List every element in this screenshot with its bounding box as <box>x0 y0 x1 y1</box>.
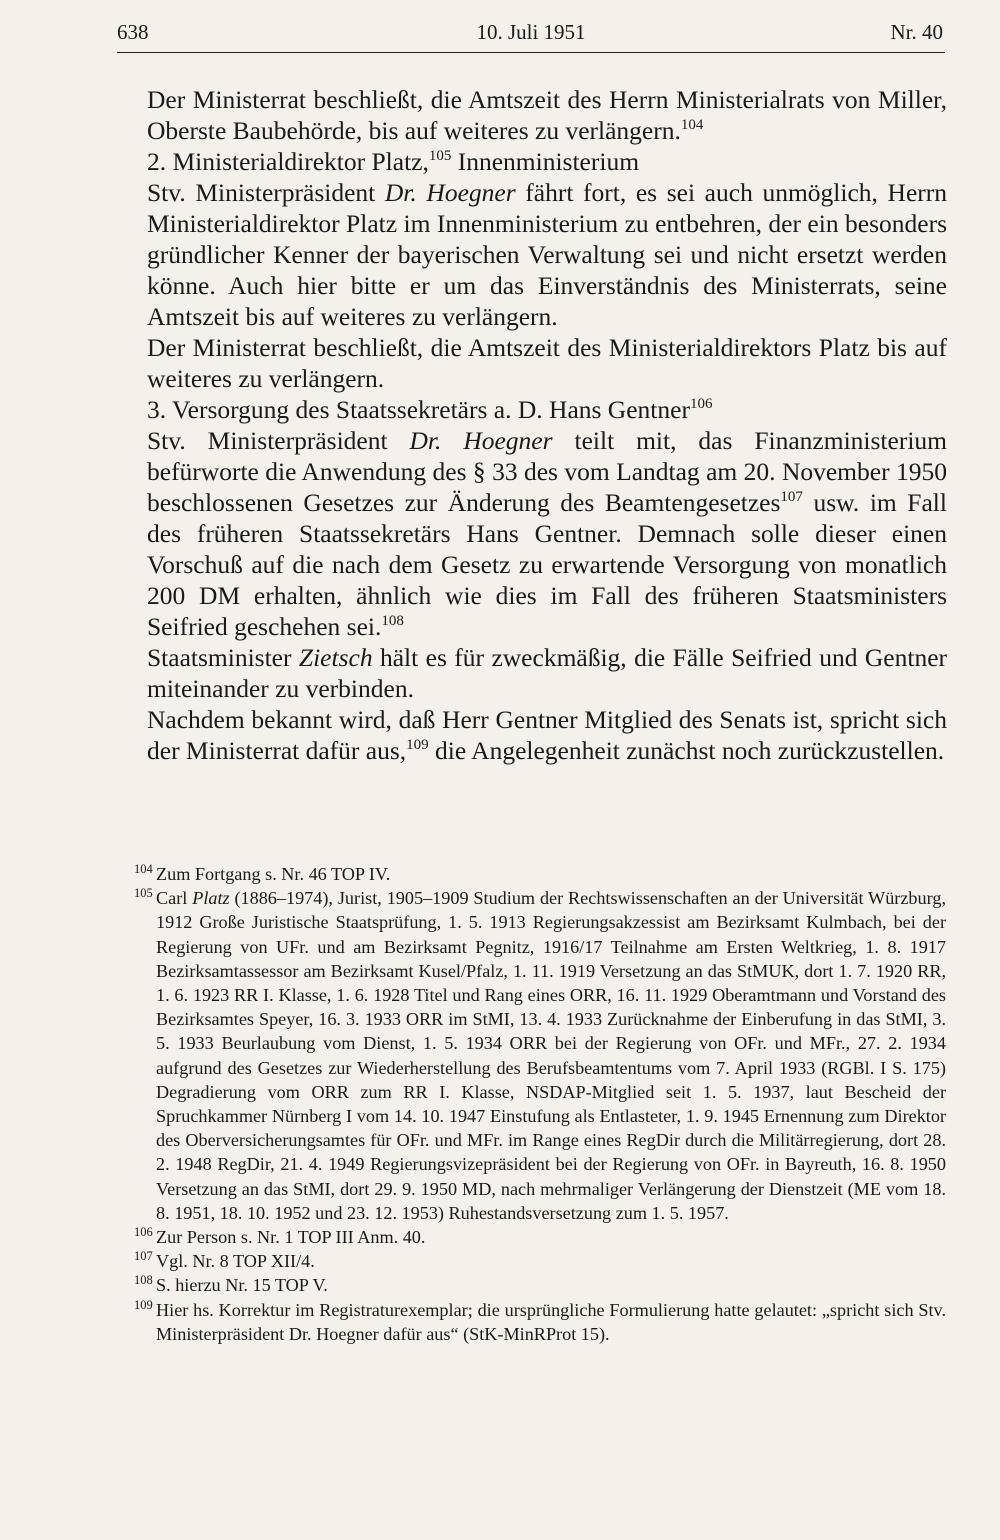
paragraph: Der Ministerrat beschließt, die Amtszeit des Ministerialdirektors Platz bis auf weiteres zu verlängern. <box>147 333 947 393</box>
paragraph: Stv. Ministerpräsident Dr. Hoegner fährt fort, es sei auch unmöglich, Herrn Ministerialdirektor Platz im Innenministerium zu entbehren, der ein besonders gründlicher Kenner der bayerischen Verwaltung sei und nicht ersetzt werden könne. Auch hier bitte er um das Einverständnis des Ministerrats, seine Amtszeit bis auf weiteres zu verlängern. <box>147 178 947 331</box>
speaker-name: Dr. Hoegner <box>384 178 516 207</box>
person-name: Platz <box>192 888 230 909</box>
footnote-ref[interactable]: 109 <box>406 737 429 753</box>
running-header <box>117 18 945 53</box>
footnotes <box>134 862 946 1346</box>
footnote: 109 Hier hs. Korrektur im Registraturexemplar; die ursprüngliche Formulierung hatte gelautet: „spricht sich Stv. Ministerpräsident Dr. Hoegner dafür aus“ (StK-MinRProt 15). <box>134 1298 946 1346</box>
paragraph: Der Ministerrat beschließt, die Amtszeit des Herrn Ministerialrats von Miller, Oberste Baubehörde, bis auf weiteres zu verlängern.$^{104}$ <box>147 85 947 145</box>
footnote-ref[interactable]: 106 <box>689 396 713 412</box>
speaker-name: Zietsch <box>298 643 373 672</box>
footnote-number: 106 <box>134 1225 153 1240</box>
page-number: 638 <box>117 20 149 44</box>
footnote-ref[interactable]: 108 <box>381 613 404 629</box>
footnote: 106 Zur Person s. Nr. 1 TOP III Anm. 40. <box>134 1225 946 1249</box>
paragraph: Nachdem bekannt wird, daß Herr Gentner Mitglied des Senats ist, spricht sich der Ministerrat dafür aus,$^{109}$ die Angelegenheit zunächst noch zurückzustellen. <box>147 705 947 765</box>
paragraph: Staatsminister Zietsch hält es für zweckmäßig, die Fälle Seifried und Gentner miteinander zu verbinden. <box>147 643 948 703</box>
speaker-name: Dr. Hoegner <box>409 426 553 455</box>
footnote-ref[interactable]: 107 <box>780 489 803 505</box>
footnote-number: 109 <box>134 1297 153 1312</box>
footnote: 105 Carl Platz (1886–1974), Jurist, 1905–1909 Studium der Rechtswissenschaften an der Universität Würzburg, 1912 Große Juristische Staatsprüfung, 1. 5. 1913 Regierungsakzessist am Bezirksamt Kulmbach, bei der Regierung von UFr. und am Bezirksamt Pegnitz, 1916/17 Teilnahme am Ersten Weltkrieg, 1. 8. 1917 Bezirksamtassessor am Bezirksamt Kusel/Pfalz, 1. 11. 1919 Versetzung an das StMUK, dort 1. 7. 1920 RR, 1. 6. 1923 RR I. Klasse, 1. 6. 1928 Titel und Rang eines ORR, 16. 11. 1929 Oberamtmann und Vorstand des Bezirksamtes Speyer, 16. 3. 1933 ORR im StMI, 13. 4. 1933 Zurücknahme der Einberufung in das StMI, 3. 5. 1933 Beurlaubung vom Dienst, 1. 5. 1934 ORR bei der Regierung von OFr. und MFr., 27. 2. 1934 aufgrund des Gesetzes zur Wiederherstellung des Berufsbeamtentums vom 7. April 1933 (RGBl. I S. 175) Degradierung vom ORR zum RR I. Klasse, NSDAP-Mitglied seit 1. 5. 1937, laut Bescheid der Spruchkammer Nürnberg I vom 14. 10. 1947 Einstufung als Entlasteter, 1. 9. 1945 Ernennung zum Direktor des Oberversicherungsamtes für OFr. und MFr. im Range eines RegDir durch die Militärregierung, dort 28. 2. 1948 RegDir, 21. 4. 1949 Regierungsvizepräsident bei der Regierung von OFr. in Bayreuth, 16. 8. 1950 Versetzung an das StMI, dort 29. 9. 1950 MD, nach mehrmaliger Verlängerung der Dienstzeit (ME vom 18. 8. 1951, 18. 10. 1952 und 23. 12. 1953) Ruhestandsversetzung zum 1. 5. 1957. <box>134 886 946 1225</box>
footnote-ref[interactable]: 104 <box>680 117 704 133</box>
paragraph: Stv. Ministerpräsident Dr. Hoegner teilt mit, das Finanzministerium befürworte die Anwendung des § 33 des vom Landtag am 20. November 1950 beschlossenen Gesetzes zur Änderung des Beamtengesetzes$^{107}$ usw. im Fall des früheren Staatssekretärs Hans Gentner. Demnach solle dieser einen Vorschuß auf die nach dem Gesetz zu erwartende Versorgung von monatlich 200 DM erhalten, ähnlich wie dies im Fall des früheren Staatsministers Seifried geschehen sei.$^{108}$ <box>147 426 947 641</box>
footnote-number: 108 <box>134 1273 153 1288</box>
footnote-number: 107 <box>134 1249 153 1264</box>
footnote-number: 105 <box>134 886 153 901</box>
footnote-ref[interactable]: 105 <box>428 148 452 164</box>
footnote: 104 Zum Fortgang s. Nr. 46 TOP IV. <box>134 862 946 886</box>
header-date: 10. Juli 1951 <box>476 20 586 44</box>
footnote: 108 S. hierzu Nr. 15 TOP V. <box>134 1273 946 1297</box>
agenda-item: 3. Versorgung des Staatssekretärs a. D. Hans Gentner$^{106}$ <box>147 395 713 424</box>
main-text <box>147 84 947 766</box>
agenda-item: 2. Ministerialdirektor Platz,$^{105}$ Innenministerium <box>147 147 640 176</box>
footnote: 107 Vgl. Nr. 8 TOP XII/4. <box>134 1249 946 1273</box>
issue-number: Nr. 40 <box>890 20 943 44</box>
footnote-number: 104 <box>134 862 153 876</box>
